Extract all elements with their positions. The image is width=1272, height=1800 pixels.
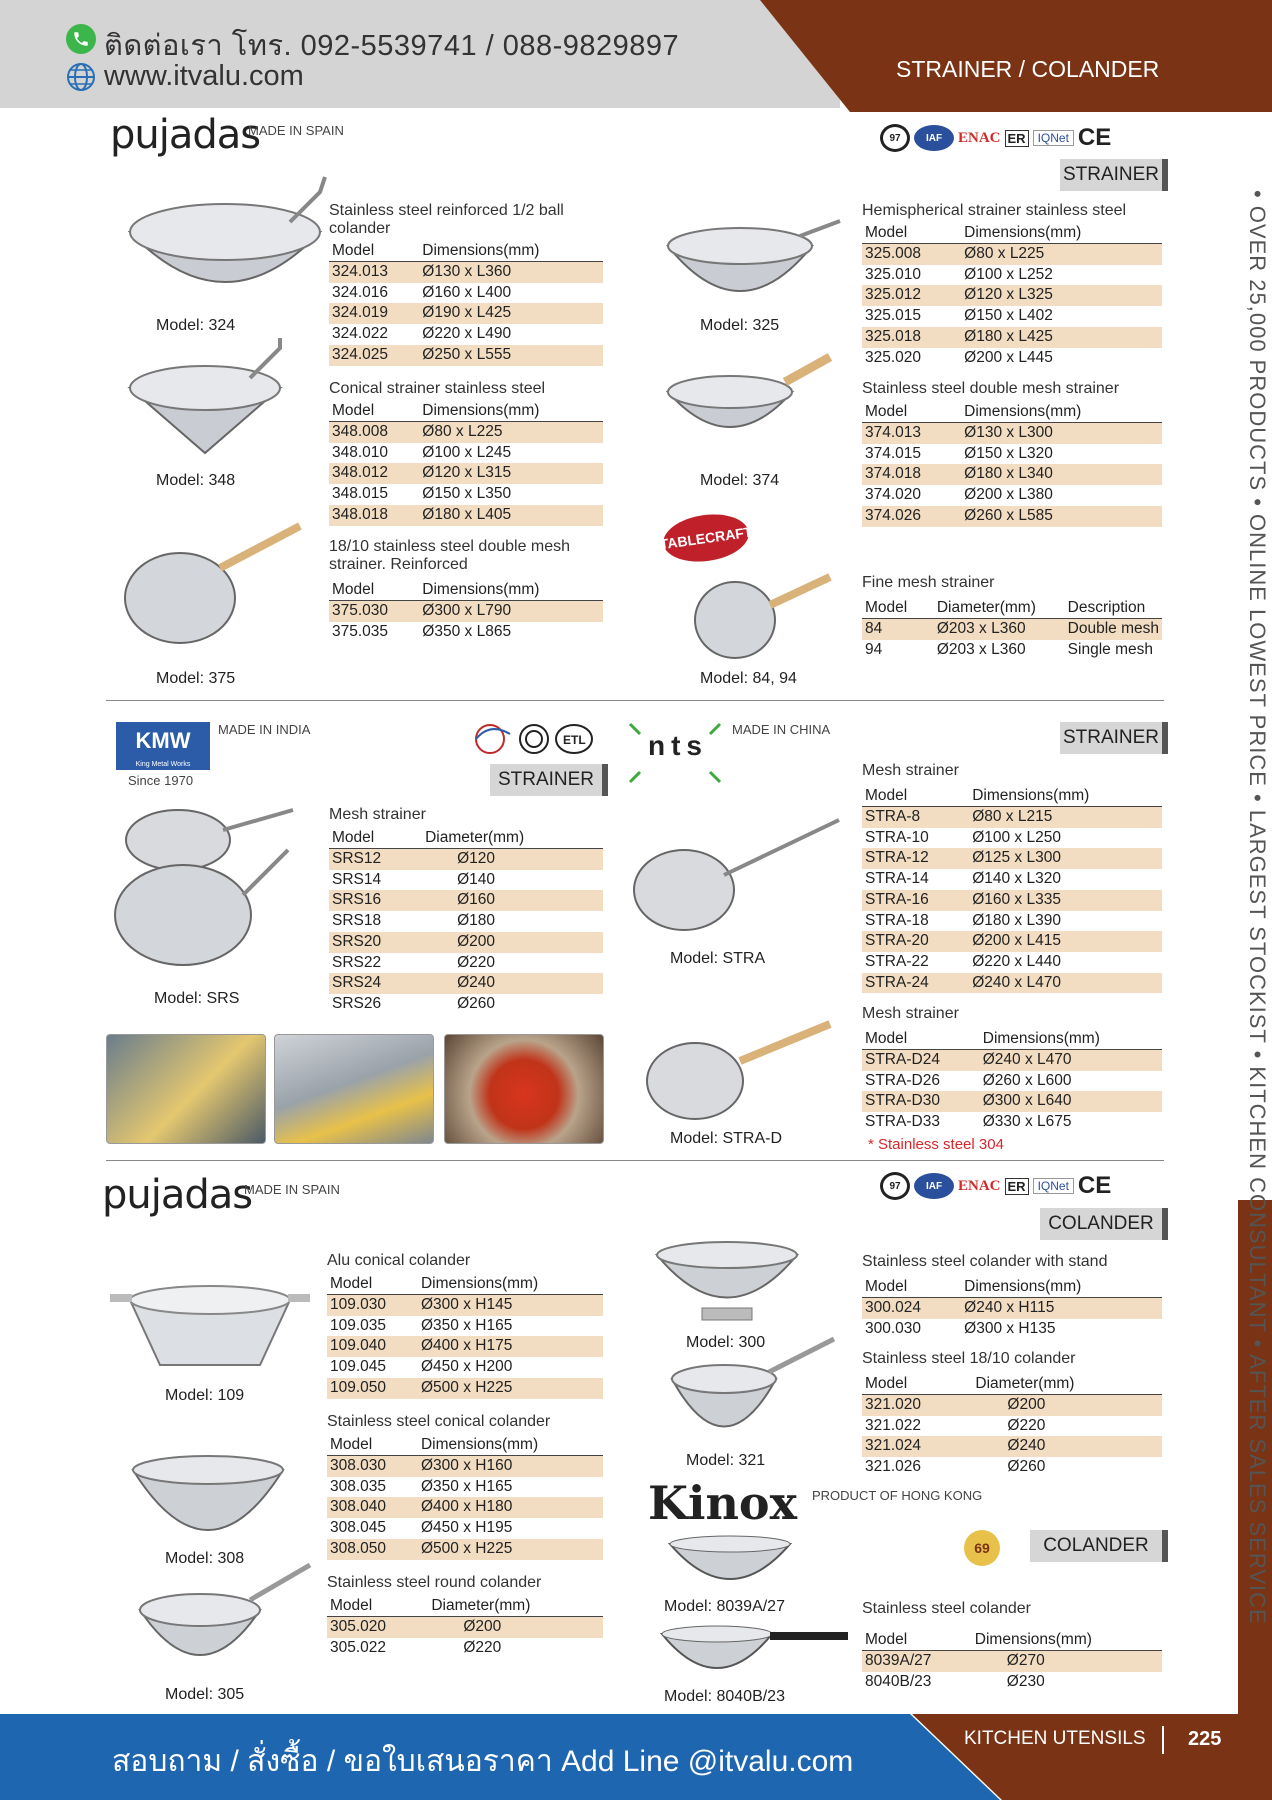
- website-link[interactable]: www.itvalu.com: [104, 60, 304, 92]
- alu-colander-109-image: [110, 1270, 310, 1385]
- table-row: STRA-14 Ø140 x L320: [865, 870, 1061, 888]
- colander-tag: COLANDER: [1030, 1530, 1162, 1562]
- table-row: 324.022 Ø220 x L490: [332, 325, 512, 343]
- nts-brand: nts: [648, 730, 708, 761]
- table-109: [327, 1252, 603, 1399]
- model-caption: Model: 84, 94: [700, 670, 797, 687]
- table-title: Mesh strainer: [862, 762, 959, 779]
- table-row: SRS24 Ø240: [329, 973, 603, 994]
- cert-er-icon: ER: [1005, 1178, 1029, 1195]
- 40-years-icon: [472, 722, 514, 756]
- col-header: Dimensions(mm): [964, 223, 1162, 244]
- table-row: 324.013 Ø130 x L360: [329, 262, 603, 283]
- footer-line-contact[interactable]: สอบถาม / สั่งซื้อ / ขอใบเสนอราคา Add Line @itvalu.com: [112, 1745, 854, 1778]
- 69-years-badge: 69: [964, 1530, 1000, 1566]
- table-row: 324.025 Ø250 x L555: [329, 345, 603, 366]
- mesh-strainer-stra-image: [624, 810, 844, 945]
- col-header: Dimensions(mm): [964, 402, 1162, 423]
- pujadas-logo: [102, 1172, 252, 1218]
- mesh-strainer-stra-d-image: [640, 1016, 840, 1131]
- col-header: Dimensions(mm): [421, 1274, 603, 1295]
- spec-table: [327, 1596, 603, 1658]
- pujadas-brand: pujadas: [110, 112, 261, 158]
- strainer-tag: STRAINER: [1060, 722, 1162, 754]
- table-348: [329, 380, 603, 526]
- model-caption: Model: 8040B/23: [664, 1688, 785, 1705]
- table-row: SRS26 Ø260: [332, 994, 496, 1012]
- col-header: Model: [862, 1630, 975, 1651]
- spec-table: [327, 1435, 603, 1560]
- table-375: [329, 538, 603, 642]
- table-row: 348.010 Ø100 x L245: [332, 443, 512, 461]
- table-row: SRS22 Ø220: [332, 953, 496, 971]
- certification-logos: [880, 124, 1111, 152]
- spec-table: [862, 1374, 1162, 1478]
- model-caption: Model: STRA: [670, 950, 766, 967]
- globe-icon: [66, 62, 96, 97]
- col-header: Model: [862, 1029, 983, 1050]
- table-row: SRS20 Ø200: [329, 932, 603, 953]
- table-row: STRA-22 Ø220 x L440: [865, 952, 1061, 970]
- kinox-colander-8040-image: [652, 1622, 852, 1691]
- col-header: Model: [329, 241, 422, 262]
- kmw-cert-logos: [472, 722, 594, 756]
- kmw-subtitle: King Metal Works: [116, 760, 210, 770]
- table-row: STRA-18 Ø180 x L390: [865, 911, 1061, 929]
- model-caption: Model: STRA-D: [670, 1130, 783, 1147]
- table-row: 375.030 Ø300 x L790: [329, 601, 603, 622]
- spec-table: [862, 1630, 1162, 1692]
- col-header: Dimensions(mm): [972, 786, 1162, 807]
- model-caption: Model: 348: [156, 472, 236, 489]
- table-row: 374.015 Ø150 x L320: [865, 444, 1053, 462]
- col-header: Model: [329, 580, 422, 601]
- colander-tag: COLANDER: [1040, 1208, 1162, 1240]
- table-fine-mesh: [862, 574, 1162, 660]
- cert-iqnet-icon: IQNet: [1033, 130, 1074, 146]
- table-308: [327, 1413, 603, 1560]
- spec-table: [862, 786, 1162, 993]
- kmw-since: Since 1970: [128, 773, 194, 788]
- spec-table: [329, 401, 603, 526]
- table-row: 324.019 Ø190 x L425: [329, 303, 603, 324]
- table-row: 308.050 Ø500 x H225: [327, 1539, 603, 1560]
- etl-icon: [554, 723, 594, 755]
- col-header: Diameter(mm): [425, 828, 603, 849]
- table-row: STRA-D30 Ø300 x L640: [862, 1091, 1162, 1112]
- table-row: 308.040 Ø400 x H180: [327, 1497, 603, 1518]
- table-row: 325.012 Ø120 x L325: [862, 285, 1162, 306]
- cert-er-icon: ER: [1005, 130, 1029, 147]
- cert-iaf-icon: IAF: [914, 125, 954, 151]
- table-title: Stainless steel reinforced 1/2 ball colander: [329, 202, 564, 237]
- page-category-title: STRAINER / COLANDER: [896, 56, 1160, 82]
- col-header: Dimensions(mm): [422, 580, 603, 601]
- col-header: Diameter(mm): [934, 598, 1065, 619]
- col-header: Diameter(mm): [431, 1596, 603, 1617]
- table-row: STRA-D24 Ø240 x L470: [862, 1050, 1162, 1071]
- table-row: 321.022 Ø220: [865, 1416, 1046, 1434]
- oil-strainer-photo: [274, 1034, 434, 1144]
- table-row: STRA-8 Ø80 x L215: [862, 807, 1162, 828]
- model-caption: Model: 109: [165, 1387, 245, 1404]
- table-row: 84 Ø203 x L360 Double mesh: [862, 619, 1162, 640]
- cert-ce-icon: CE: [1077, 1172, 1112, 1199]
- nsf-icon: [518, 723, 550, 755]
- table-321: [862, 1350, 1162, 1478]
- model-caption: Model: SRS: [154, 990, 240, 1007]
- table-row: 8039A/27 Ø270: [862, 1651, 1162, 1672]
- tomato-strainer-photo: [444, 1034, 604, 1144]
- col-header: Model: [862, 402, 964, 423]
- double-mesh-strainer-375-image: [120, 518, 320, 653]
- table-row: 348.018 Ø180 x L405: [329, 505, 603, 526]
- round-colander-305-image: [130, 1560, 320, 1685]
- table-row: STRA-10 Ø100 x L250: [865, 828, 1061, 846]
- spec-table: [862, 598, 1162, 660]
- section-divider: [106, 1160, 1164, 1161]
- table-row: 374.026 Ø260 x L585: [862, 506, 1162, 527]
- pujadas-logo: [110, 112, 260, 158]
- table-324: [329, 202, 603, 366]
- table-row: 325.018 Ø180 x L425: [862, 327, 1162, 348]
- col-header: Dimensions(mm): [422, 241, 603, 262]
- table-row: STRA-24 Ø240 x L470: [862, 973, 1162, 994]
- hemispherical-strainer-325-image: [660, 206, 850, 321]
- spec-table: [862, 223, 1162, 368]
- col-header: Dimensions(mm): [983, 1029, 1162, 1050]
- table-325: [862, 202, 1162, 368]
- col-header: Model: [329, 401, 422, 422]
- cert-iaf-icon: IAF: [914, 1173, 954, 1199]
- table-row: 324.016 Ø160 x L400: [332, 283, 512, 301]
- origin-label: MADE IN INDIA: [218, 722, 311, 737]
- table-row: 321.024 Ø240: [862, 1436, 1162, 1457]
- fine-mesh-strainer-image: [690, 565, 840, 670]
- spec-table: [329, 828, 603, 1015]
- table-row: 300.024 Ø240 x H115: [862, 1298, 1162, 1319]
- table-row: 109.040 Ø400 x H175: [327, 1336, 603, 1357]
- table-title: Fine mesh strainer: [862, 574, 995, 591]
- table-row: 305.022 Ø220: [330, 1638, 502, 1656]
- table-row: 321.026 Ø260: [865, 1458, 1046, 1476]
- spec-table: [862, 1029, 1162, 1133]
- table-row: 348.012 Ø120 x L315: [329, 463, 603, 484]
- col-header: Model: [862, 786, 972, 807]
- colander-324-image: [120, 172, 330, 317]
- col-header: Model: [862, 223, 964, 244]
- colander-300-image: [642, 1230, 812, 1335]
- table-row: 321.020 Ø200: [862, 1395, 1162, 1416]
- table-row: STRA-12 Ø125 x L300: [862, 848, 1162, 869]
- col-header: Dimensions(mm): [964, 1277, 1162, 1298]
- table-row: STRA-D33 Ø330 x L675: [865, 1113, 1072, 1131]
- table-title: Stainless steel colander with stand: [862, 1253, 1108, 1270]
- table-row: 374.020 Ø200 x L380: [865, 486, 1053, 504]
- origin-label: PRODUCT OF HONG KONG: [812, 1488, 983, 1503]
- table-row: STRA-16 Ø160 x L335: [862, 890, 1162, 911]
- col-header: Model: [329, 828, 425, 849]
- model-caption: Model: 325: [700, 317, 780, 334]
- table-row: 348.015 Ø150 x L350: [332, 485, 512, 503]
- conical-strainer-348-image: [120, 338, 290, 463]
- origin-label: MADE IN CHINA: [732, 722, 831, 737]
- strainer-tag: STRAINER: [490, 764, 602, 796]
- table-row: 348.008 Ø80 x L225: [329, 422, 603, 443]
- table-row: 109.030 Ø300 x H145: [327, 1295, 603, 1316]
- cert-97-icon: 97: [880, 124, 910, 152]
- table-row: STRA-D26 Ø260 x L600: [865, 1071, 1072, 1089]
- cert-iqnet-icon: IQNet: [1033, 1178, 1074, 1194]
- table-title: Mesh strainer: [862, 1005, 959, 1022]
- kinox-logo: Kinox: [648, 1476, 798, 1530]
- pujadas-brand: pujadas: [102, 1172, 253, 1218]
- spec-table: [329, 241, 603, 366]
- cert-enac-icon: ENAC: [958, 129, 1001, 146]
- table-row: 109.045 Ø450 x H200: [330, 1358, 513, 1376]
- model-caption: Model: 321: [686, 1452, 766, 1469]
- col-header: Model: [862, 1277, 964, 1298]
- spec-table: [862, 1277, 1162, 1339]
- spec-table: [862, 402, 1162, 527]
- pasta-strainer-photo: [106, 1034, 266, 1144]
- col-header: Model: [327, 1596, 431, 1617]
- sidebar-slogan: • OVER 25,000 PRODUCTS • ONLINE LOWEST PRICE • LARGEST STOCKIST • KITCHEN CONSULTANT • AFTER SALES SERVICE: [1245, 190, 1270, 1625]
- section-divider: [106, 700, 1164, 701]
- table-row: 325.020 Ø200 x L445: [865, 348, 1053, 366]
- table-title: Stainless steel double mesh strainer: [862, 380, 1120, 397]
- table-row: 300.030 Ø300 x H135: [865, 1319, 1056, 1337]
- cert-enac-icon: ENAC: [958, 1177, 1001, 1194]
- table-row: 8040B/23 Ø230: [865, 1672, 1045, 1690]
- page-number: 225: [1188, 1728, 1222, 1750]
- strainer-tag: STRAINER: [1060, 159, 1162, 191]
- cert-97-icon: 97: [880, 1172, 910, 1200]
- col-header: Model: [327, 1274, 421, 1295]
- table-stra-d: [862, 1005, 1162, 1153]
- col-header: Description: [1065, 598, 1162, 619]
- table-title: 18/10 stainless steel double mesh strainer. Reinforced: [329, 538, 571, 573]
- table-row: 375.035 Ø350 x L865: [332, 622, 512, 640]
- mesh-strainer-srs-image: [108, 800, 298, 975]
- col-header: Model: [862, 1374, 975, 1395]
- table-title: Alu conical colander: [327, 1252, 471, 1269]
- material-note: * Stainless steel 304: [868, 1135, 1004, 1153]
- table-title: Hemispherical strainer stainless steel: [862, 202, 1127, 219]
- svg-text:ETL: ETL: [563, 733, 586, 747]
- table-row: SRS12 Ø120: [329, 849, 603, 870]
- table-row: 109.035 Ø350 x H165: [330, 1316, 513, 1334]
- table-row: 325.015 Ø150 x L402: [865, 307, 1053, 325]
- model-caption: Model: 8039A/27: [664, 1598, 785, 1615]
- table-row: STRA-20 Ø200 x L415: [862, 931, 1162, 952]
- table-row: 308.045 Ø450 x H195: [330, 1519, 513, 1537]
- double-mesh-strainer-374-image: [660, 352, 840, 457]
- table-stra: [862, 762, 1162, 993]
- table-row: 374.013 Ø130 x L300: [862, 423, 1162, 444]
- spec-table: [327, 1274, 603, 1399]
- table-row: 109.050 Ø500 x H225: [327, 1378, 603, 1399]
- model-caption: Model: 305: [165, 1686, 245, 1703]
- col-header: Dimensions(mm): [421, 1435, 603, 1456]
- model-caption: Model: 308: [165, 1550, 245, 1567]
- table-title: Stainless steel 18/10 colander: [862, 1350, 1076, 1367]
- col-header: Diameter(mm): [975, 1374, 1162, 1395]
- spec-table: [329, 580, 603, 642]
- tablecraft-logo: TABLECRAFT: [660, 509, 752, 567]
- origin-label: MADE IN SPAIN: [244, 1182, 340, 1197]
- origin-label: MADE IN SPAIN: [248, 123, 344, 138]
- kinox-colander-8039-image: [660, 1534, 800, 1599]
- col-header: Model: [862, 598, 934, 619]
- cert-ce-icon: CE: [1077, 124, 1112, 151]
- phone-icon: [66, 24, 96, 54]
- table-305: [327, 1574, 603, 1658]
- table-title: Stainless steel conical colander: [327, 1413, 551, 1430]
- contact-phone: ติดต่อเรา โทร. 092-5539741 / 088-9829897: [104, 30, 680, 62]
- table-srs: [329, 806, 603, 1015]
- table-row: 305.020 Ø200: [327, 1617, 603, 1638]
- footer-separator: [1162, 1726, 1164, 1754]
- col-header: Dimensions(mm): [422, 401, 603, 422]
- colander-321-image: [664, 1334, 844, 1449]
- conical-colander-308-image: [118, 1440, 298, 1555]
- model-caption: Model: 300: [686, 1334, 766, 1351]
- table-title: Stainless steel round colander: [327, 1574, 542, 1591]
- table-row: 308.035 Ø350 x H165: [330, 1477, 513, 1495]
- table-kinox: [862, 1600, 1162, 1692]
- table-title: Mesh strainer: [329, 806, 426, 823]
- footer-category: KITCHEN UTENSILS: [964, 1728, 1146, 1749]
- table-title: Stainless steel colander: [862, 1600, 1031, 1617]
- certification-logos: [880, 1172, 1111, 1200]
- table-row: 374.018 Ø180 x L340: [862, 464, 1162, 485]
- table-title: Conical strainer stainless steel: [329, 380, 546, 397]
- table-row: SRS14 Ø140: [332, 870, 496, 888]
- model-caption: Model: 375: [156, 670, 236, 687]
- model-caption: Model: 374: [700, 472, 780, 489]
- col-header: Dimensions(mm): [975, 1630, 1162, 1651]
- table-300: [862, 1253, 1162, 1339]
- table-row: SRS18 Ø180: [332, 912, 496, 930]
- model-caption: Model: 324: [156, 317, 236, 334]
- table-row: 94 Ø203 x L360 Single mesh: [865, 640, 1153, 658]
- table-row: 325.010 Ø100 x L252: [865, 265, 1053, 283]
- table-row: SRS16 Ø160: [329, 890, 603, 911]
- kmw-logo: KMW: [116, 722, 210, 760]
- table-row: 308.030 Ø300 x H160: [327, 1456, 603, 1477]
- table-row: 325.008 Ø80 x L225: [862, 244, 1162, 265]
- col-header: Model: [327, 1435, 421, 1456]
- table-374: [862, 380, 1162, 527]
